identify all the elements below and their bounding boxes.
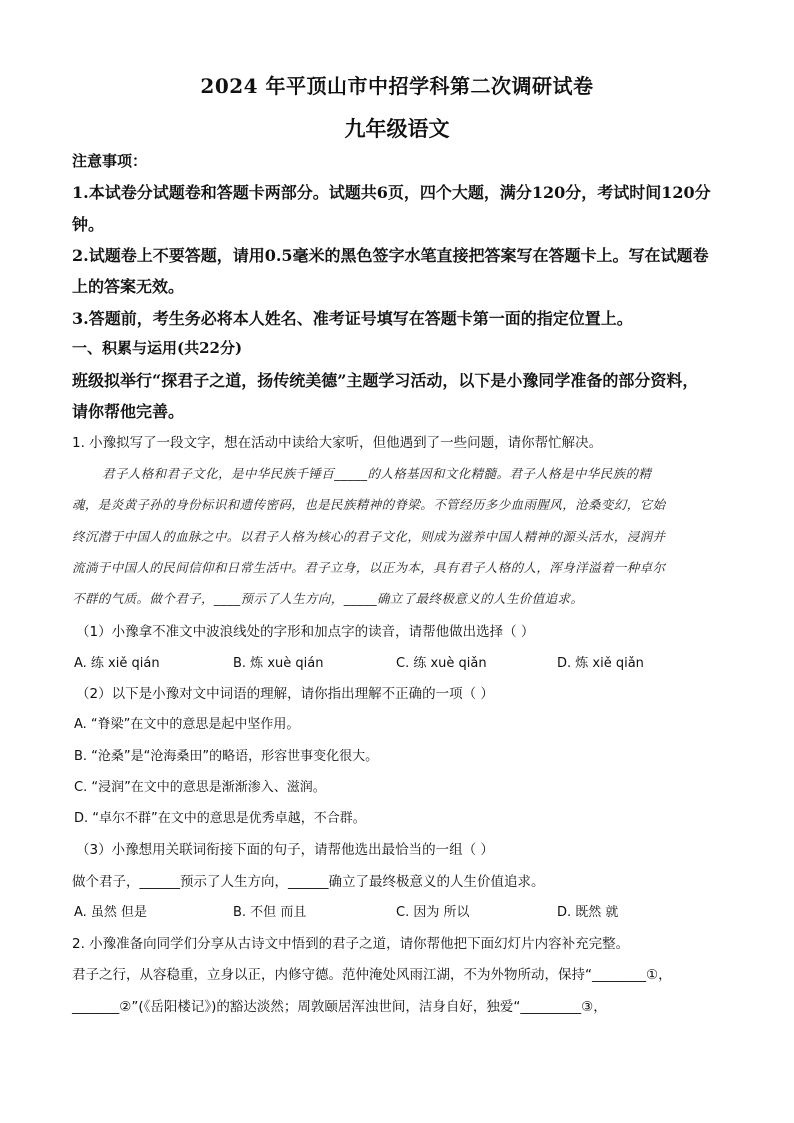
option-b[interactable]: B. 不但 而且 [233, 905, 307, 920]
exam-title: 2024 年平顶山市中招学科第二次调研试卷 [200, 74, 594, 98]
section-1-intro-line-2: 请你帮他完善。 [72, 402, 185, 421]
exam-subtitle: 九年级语文 [344, 116, 450, 141]
section-1-heading: 一、积累与运用(共22分) [72, 339, 243, 357]
option-c[interactable]: C. “浸润”在文中的意思是渐渐渗入、滋润。 [74, 780, 326, 795]
option-b[interactable]: B. “沧桑”是“沧海桑田”的略语，形容世事变化很大。 [74, 749, 379, 764]
notice-item-1-line-1: 1.本试卷分试题卷和答题卡两部分。试题共6页，四个大题，满分120分，考试时间120分 [72, 183, 711, 202]
passage-line: 终沉潜于中国人的血脉之中。以君子人格为核心的君子文化，则成为滋养中国人精神的源头活水，浸润并 [72, 529, 666, 544]
option-d[interactable]: D. “卓尔不群”在文中的意思是优秀卓越，不合群。 [74, 811, 366, 826]
question-1-stem: 1. 小豫拟写了一段文字，想在活动中读给大家听，但他遇到了一些问题，请你帮忙解决。 [72, 435, 603, 451]
option-a[interactable]: A. “脊梁”在文中的意思是起中坚作用。 [74, 717, 300, 732]
option-a[interactable]: A. 虽然 但是 [74, 905, 148, 920]
question-1-sub-2-stem: （2）以下是小豫对文中词语的理解，请你指出理解不正确的一项（ ） [76, 686, 494, 702]
passage-line: 魂，是炎黄子孙的身份标识和遗传密码，也是民族精神的脊梁。不管经历多少血雨腥风，沧桑变幻，它始 [72, 497, 666, 512]
option-c[interactable]: C. 练 xuè qiǎn [396, 656, 487, 671]
question-1-sub-1-stem: （1）小豫拿不准文中波浪线处的字形和加点字的读音，请帮他做出选择（ ） [76, 624, 535, 640]
passage-line: 君子人格和君子文化，是中华民族千锤百_____的人格基因和文化精髓。君子人格是中华民族的精 [102, 466, 652, 481]
option-d[interactable]: D. 既然 就 [557, 905, 619, 920]
notice-item-1-line-2: 钟。 [72, 215, 105, 234]
option-a[interactable]: A. 练 xiě qián [74, 656, 160, 671]
option-d[interactable]: D. 炼 xiě qiǎn [557, 656, 644, 671]
question-2-line-2: _______②”(《岳阳楼记》)的豁达淡然；周敦颐居浑浊世间，洁身自好，独爱“_________③， [72, 999, 607, 1015]
passage-line: 不群的气质。做个君子，____预示了人生方向，_____确立了最终极意义的人生价值追求。 [72, 591, 584, 606]
question-1-sub-3-sentence: 做个君子，______预示了人生方向，______确立了最终极意义的人生价值追求。 [72, 874, 545, 890]
notice-heading: 注意事项： [72, 152, 148, 170]
question-2-line-1: 君子之行，从容稳重，立身以正，内修守德。范仲淹处风雨江湖，不为外物所动，保持“________①， [72, 967, 672, 983]
passage-line: 流淌于中国人的民间信仰和日常生活中。君子立身，以正为本，具有君子人格的人，浑身洋溢着一种卓尔 [72, 560, 666, 575]
question-1-sub-3-stem: （3）小豫想用关联词衔接下面的句子，请帮他选出最恰当的一组（ ） [76, 842, 494, 858]
question-2-stem: 2. 小豫准备向同学们分享从古诗文中悟到的君子之道，请你帮他把下面幻灯片内容补充完整。 [72, 936, 630, 952]
option-c[interactable]: C. 因为 所以 [396, 905, 470, 920]
notice-item-2-line-1: 2.试题卷上不要答题，请用0.5毫米的黑色签字水笔直接把答案写在答题卡上。写在试题卷 [72, 246, 709, 265]
notice-item-3: 3.答题前，考生务必将本人姓名、准考证号填写在答题卡第一面的指定位置上。 [72, 309, 633, 328]
notice-item-2-line-2: 上的答案无效。 [72, 277, 185, 296]
section-1-intro-line-1: 班级拟举行“探君子之道，扬传统美德”主题学习活动，以下是小豫同学准备的部分资料， [72, 371, 699, 390]
option-b[interactable]: B. 炼 xuè qián [233, 656, 324, 671]
